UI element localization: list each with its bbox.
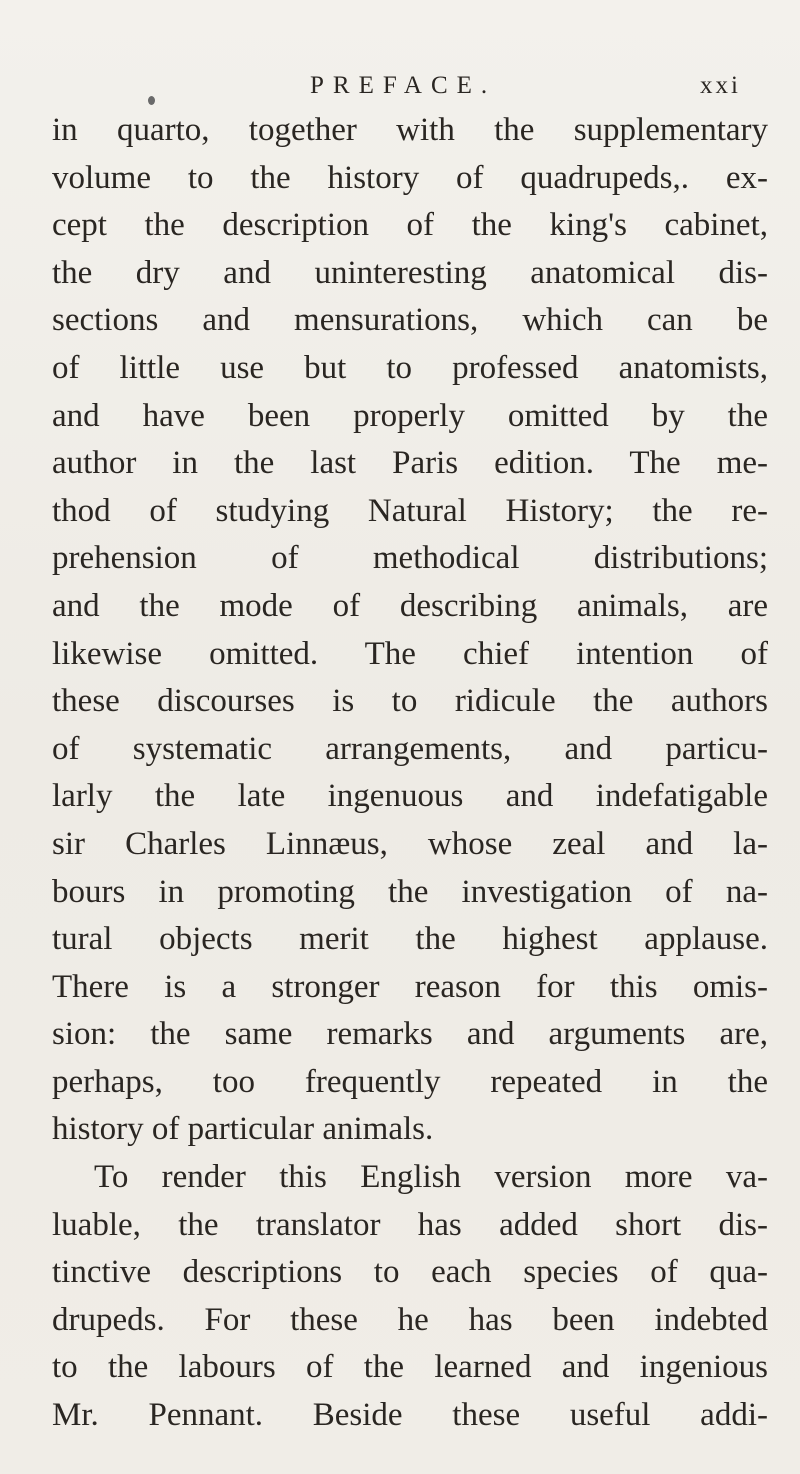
text-line: sections and mensurations, which can be: [52, 302, 768, 339]
text-line: drupeds. For these he has been indebted: [52, 1301, 768, 1338]
text-line: perhaps, too frequently repeated in the: [52, 1063, 768, 1100]
paragraph-end-line: history of particular animals.: [52, 1111, 434, 1148]
text-line: of systematic arrangements, and particu-: [52, 730, 768, 767]
text-line: volume to the history of quadrupeds,. ex-: [52, 159, 768, 196]
text-line: to the labours of the learned and ingenious: [52, 1349, 768, 1386]
paragraph-start-line: To render this English version more va-: [94, 1159, 768, 1196]
ink-speck: [148, 96, 155, 105]
text-line: in quarto, together with the supplementary: [52, 112, 768, 148]
text-line: luable, the translator has added short dis-: [52, 1206, 768, 1243]
page-number: xxi: [700, 72, 741, 99]
text-line: these discourses is to ridicule the authors: [52, 683, 768, 720]
text-line: tinctive descriptions to each species of qua-: [52, 1254, 768, 1291]
text-line: and have been properly omitted by the: [52, 397, 768, 434]
running-title: PREFACE.: [310, 72, 497, 99]
text-line: cept the description of the king's cabinet,: [52, 207, 768, 244]
text-line: sion: the same remarks and arguments are,: [52, 1016, 768, 1053]
body-text: [52, 107, 768, 1440]
text-line: bours in promoting the investigation of na-: [52, 873, 768, 910]
text-line: There is a stronger reason for this omis-: [52, 968, 768, 1005]
running-head: [0, 58, 800, 98]
text-line: prehension of methodical distributions;: [52, 540, 768, 577]
text-line: likewise omitted. The chief intention of: [52, 635, 768, 672]
text-line: sir Charles Linnæus, whose zeal and la-: [52, 825, 768, 862]
text-line: thod of studying Natural History; the re-: [52, 492, 768, 529]
text-line: author in the last Paris edition. The me-: [52, 445, 768, 482]
text-line: Mr. Pennant. Beside these useful addi-: [52, 1397, 768, 1434]
text-line: larly the late ingenuous and indefatigable: [52, 778, 768, 815]
text-line: tural objects merit the highest applause.: [52, 921, 768, 958]
text-line: of little use but to professed anatomists,: [52, 349, 768, 386]
text-line: and the mode of describing animals, are: [52, 587, 768, 624]
text-line: the dry and uninteresting anatomical dis-: [52, 254, 768, 291]
